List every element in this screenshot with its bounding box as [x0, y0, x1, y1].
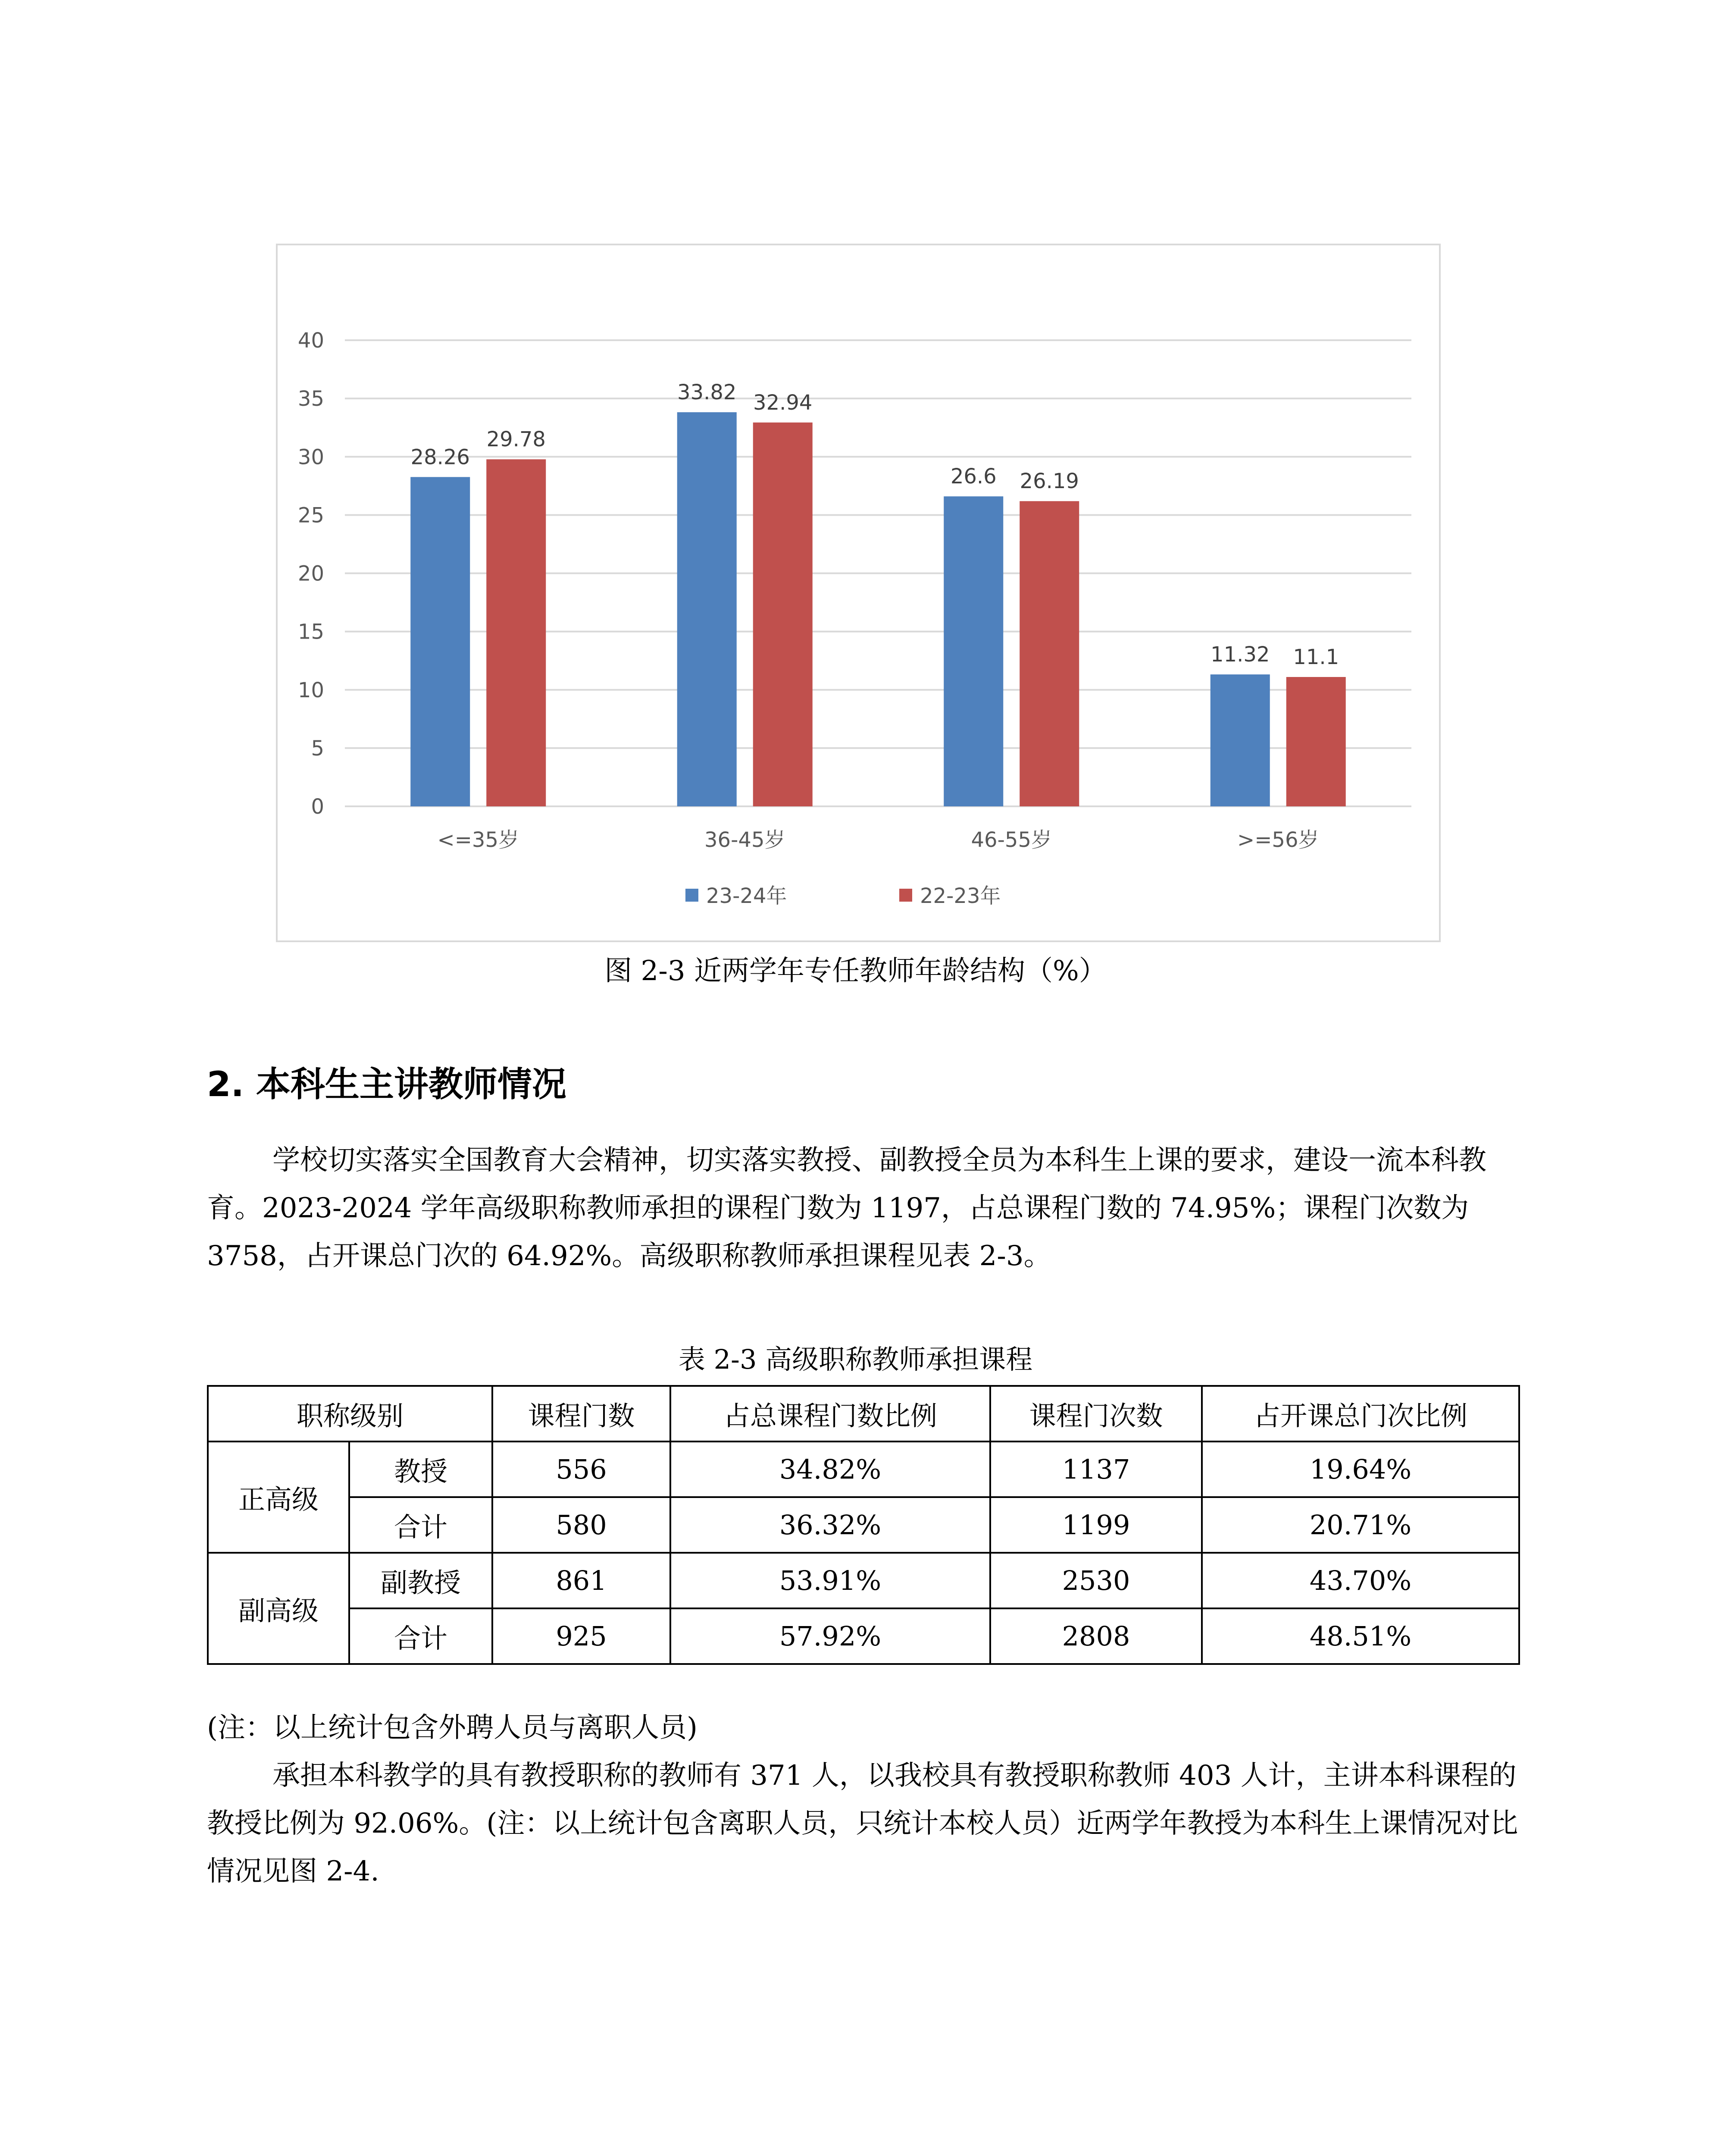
bar-series2: [753, 423, 813, 806]
table-cell: 合计: [349, 1608, 492, 1664]
bar-series2: [1286, 677, 1346, 806]
data-label: 29.78: [486, 427, 546, 452]
data-label: 28.26: [410, 445, 470, 470]
header-cell: 占总课程门数比例: [670, 1386, 990, 1442]
table-header-row: [208, 1386, 1519, 1442]
paragraph-1-text: 学校切实落实全国教育大会精神，切实落实教授、副教授全员为本科生上课的要求，建设一流本科教育。2023-2024 学年高级职称教师承担的课程门数为 1197，占总课程门数的 74.95%；课程门次数为 3758，占开课总门次的 64.92%。高级职称教师承担课程见表 2-3。: [207, 1144, 1486, 1272]
paragraph-1: [207, 1137, 1526, 1280]
figure-caption: 图 2-3 近两学年专任教师年龄结构（%）: [604, 955, 1107, 987]
table-cell: 48.51%: [1202, 1608, 1519, 1664]
data-label: 32.94: [753, 390, 813, 415]
table-cell: 34.82%: [670, 1442, 990, 1497]
header-cell: 课程门次数: [990, 1386, 1202, 1442]
section-heading: 2. 本科生主讲教师情况: [207, 1064, 566, 1104]
table-cell: 副教授: [349, 1553, 492, 1608]
table-cell: 1199: [990, 1497, 1202, 1553]
group-cell: 正高级: [208, 1442, 349, 1553]
paragraph-2-text: 承担本科教学的具有教授职称的教师有 371 人，以我校具有教授职称教师 403 人计，主讲本科课程的教授比例为 92.06%。(注：以上统计包含离职人员，只统计本校人员）近两学年教授为本科生上课情况对比情况见图 2-4.: [207, 1760, 1518, 1887]
header-cell: 课程门数: [492, 1386, 670, 1442]
header-cell: 占开课总门次比例: [1202, 1386, 1519, 1442]
bar-series2: [1020, 501, 1079, 806]
group-cell: 副高级: [208, 1553, 349, 1664]
y-tick-label: 10: [297, 678, 324, 702]
table-cell: 53.91%: [670, 1553, 990, 1608]
data-label: 26.6: [950, 464, 997, 489]
table-cell: 19.64%: [1202, 1442, 1519, 1497]
table-cell: 43.70%: [1202, 1553, 1519, 1608]
table-cell: 2530: [990, 1553, 1202, 1608]
table-row: [208, 1608, 1519, 1664]
x-tick-label: 36-45岁: [704, 828, 785, 852]
age-structure-chart: [278, 245, 1439, 940]
legend-swatch: [899, 889, 912, 902]
table-caption: 表 2-3 高级职称教师承担课程: [678, 1344, 1033, 1375]
table-cell: 教授: [349, 1442, 492, 1497]
table-cell: 556: [492, 1442, 670, 1497]
table-cell: 580: [492, 1497, 670, 1553]
data-label: 26.19: [1020, 469, 1079, 494]
y-tick-label: 25: [297, 503, 324, 528]
y-tick-label: 0: [311, 795, 324, 819]
y-tick-label: 20: [297, 561, 324, 586]
legend-label: 23-24年: [706, 884, 787, 908]
legend-label: 22-23年: [920, 884, 1001, 908]
bar-series1: [677, 412, 737, 806]
table-row: [208, 1553, 1519, 1608]
table-cell: 36.32%: [670, 1497, 990, 1553]
x-tick-label: 46-55岁: [971, 828, 1052, 852]
y-tick-label: 40: [297, 329, 324, 353]
data-label: 11.1: [1293, 645, 1339, 670]
y-tick-label: 35: [297, 387, 324, 411]
bar-series1: [410, 477, 470, 806]
legend-swatch: [685, 889, 698, 902]
table-row: [208, 1442, 1519, 1497]
table-cell: 20.71%: [1202, 1497, 1519, 1553]
table-note: (注：以上统计包含外聘人员与离职人员): [207, 1712, 698, 1744]
table-cell: 57.92%: [670, 1608, 990, 1664]
chart-frame: [276, 244, 1441, 942]
bar-series2: [486, 459, 546, 806]
table-cell: 1137: [990, 1442, 1202, 1497]
table-cell: 925: [492, 1608, 670, 1664]
senior-title-course-table: [207, 1385, 1520, 1665]
table-row: [208, 1497, 1519, 1553]
bar-series1: [944, 496, 1003, 806]
x-tick-label: <=35岁: [437, 828, 519, 852]
paragraph-2: [207, 1752, 1526, 1896]
data-label: 11.32: [1211, 642, 1270, 667]
header-cell: 职称级别: [208, 1386, 492, 1442]
data-label: 33.82: [677, 380, 737, 405]
table-cell: 861: [492, 1553, 670, 1608]
table-cell: 合计: [349, 1497, 492, 1553]
y-tick-label: 5: [311, 736, 324, 761]
y-tick-label: 15: [297, 620, 324, 644]
y-tick-label: 30: [297, 445, 324, 470]
x-tick-label: >=56岁: [1237, 828, 1319, 852]
table-cell: 2808: [990, 1608, 1202, 1664]
bar-series1: [1211, 674, 1270, 806]
